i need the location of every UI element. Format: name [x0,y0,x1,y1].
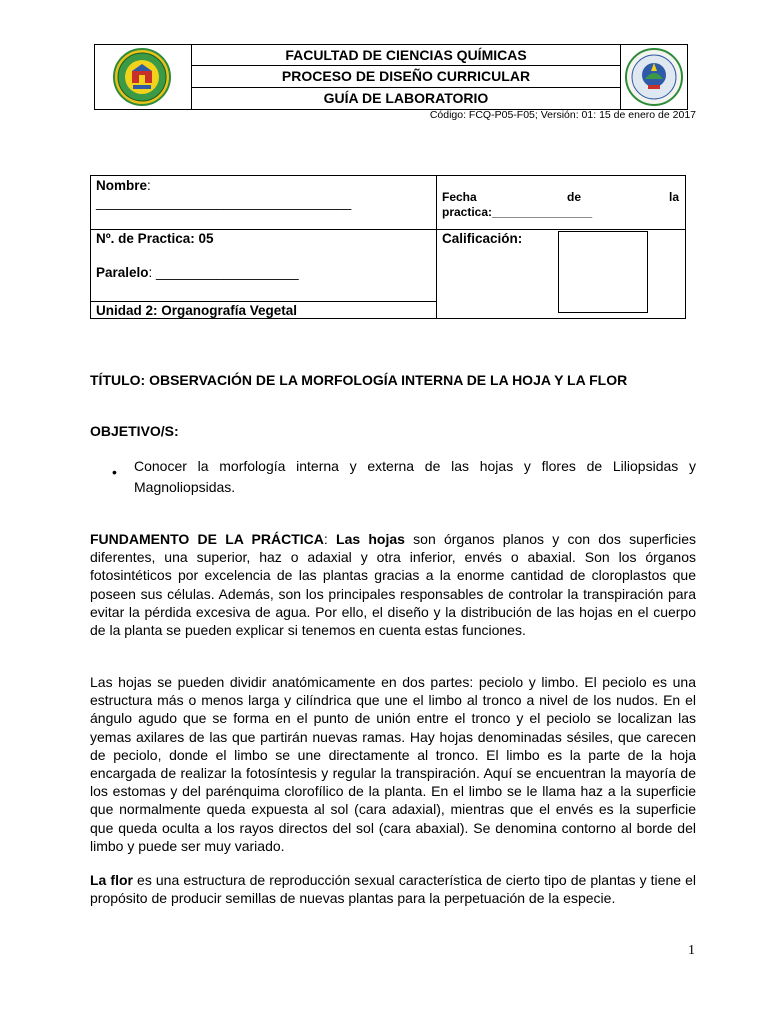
bullet-icon: • [112,464,117,480]
faculty-seal-icon [95,45,191,109]
parallel-label: Paralelo [96,265,149,280]
page-number: 1 [688,943,695,958]
guide-name: GUÍA DE LABORATORIO [323,89,489,106]
document-code: Código: FCQ-P05-F05; Versión: 01: 15 de enero de 2017 [429,109,696,121]
table-divider [436,176,437,318]
table-divider [91,301,436,302]
fundamento-paragraph: FUNDAMENTO DE LA PRÁCTICA: Las hojas son órganos planos y con dos superficies diferentes, una superior, haz o adaxial y otra inferior, envés o abaxial. Son los órganos fotosintéticos por excelencia de las plantas gracias a la enorme cantidad de cloroplastos que poseen sus células. Además, son los principales responsables de controlar la transpiración para evitar la pérdida excesiva de agua. Por ello, el diseño y la distribución de las hojas en el cuerpo de la planta se pueden explicar si tenemos en cuenta estas funciones. [90,531,696,639]
flor-paragraph [90,871,696,907]
university-logo-cell [620,45,687,109]
parallel-blank: : ___________________ [148,265,299,280]
hojas-term: Las hojas [336,531,405,547]
grade-label: Calificación: [442,231,523,246]
flor-text: es una estructura de reproducción sexual característica de cierto tipo de plantas y tiene el propósito de producir semillas de nuevas plantas para la perpetuación de la especie. [90,872,696,907]
date-word-2: de [567,190,582,204]
practice-number: Nº. de Practica: 05 [96,231,214,246]
name-label: Nombre [96,178,148,193]
date-field: practica:_______________ [442,205,593,219]
objectives-heading: OBJETIVO/S: [90,423,179,439]
fundamento-label: FUNDAMENTO DE LA PRÁCTICA [90,531,324,547]
university-seal-icon [621,45,687,109]
document-header [94,44,688,110]
table-divider [436,229,685,230]
unit-title: Unidad 2: Organografía Vegetal [96,303,298,318]
table-divider [91,229,436,230]
objective-item: Conocer la morfología interna y externa de las hojas y flores de Liliopsidas y Magnoliopsidas. [134,458,696,495]
faculty-name: FACULTAD DE CIENCIAS QUÍMICAS [191,45,621,66]
date-word-3: la [669,190,680,204]
flor-term: La flor [90,872,133,888]
date-word-1: Fecha [442,190,477,204]
grade-box [558,231,648,313]
name-blank: __________________________________ [96,195,352,210]
header-title-block [191,45,621,109]
faculty-logo-cell [95,45,192,109]
process-name: PROCESO DE DISEÑO CURRICULAR [191,66,621,87]
parallel-field [96,265,299,280]
student-info-table [90,175,686,319]
name-field: Nombre: [96,178,151,193]
body-paragraph: Las hojas se pueden dividir anatómicamente en dos partes: peciolo y limbo. El peciolo es una estructura más o menos larga y cilíndrica que une el limbo al tronco a nivel de los nudos. En el ángulo agudo que se forma en el punto de unión entre el tronco y el peciolo se localizan las yemas axilares de las que partirán nuevas ramas. Hay hojas denominadas sésiles, que carecen de peciolo, donde el limbo se une directamente al tronco. El limbo es la parte de la hoja encargada de realizar la fotosíntesis y regular la transpiración. Aquí se encuentran la mayoría de los estomas y del parénquima clorofílico de la planta. En el limbo se le llama haz a la superficie que normalmente queda expuesta al sol (cara adaxial), mientras que el envés es la superficie que queda oculta a los rayos directos del sol (cara abaxial). Se denomina contorno al borde del limbo y puede ser muy variado. [90,674,696,854]
fundamento-text: son órganos planos y con dos superficies diferentes, una superior, haz o adaxial y otra inferior, envés o abaxial. Son los órganos fotosintéticos por excelencia de las plantas gracias a la enorme cantidad de cloroplastos que poseen sus células. Además, son los principales responsables de controlar la transpiración para evitar la pérdida excesiva de agua. Por ello, el diseño y la distribución de las hojas en el cuerpo de la planta se pueden explicar si tenemos en cuenta estas funciones. [90,531,696,639]
practice-title: TÍTULO: OBSERVACIÓN DE LA MORFOLOGÍA INTERNA DE LA HOJA Y LA FLOR [90,372,628,388]
